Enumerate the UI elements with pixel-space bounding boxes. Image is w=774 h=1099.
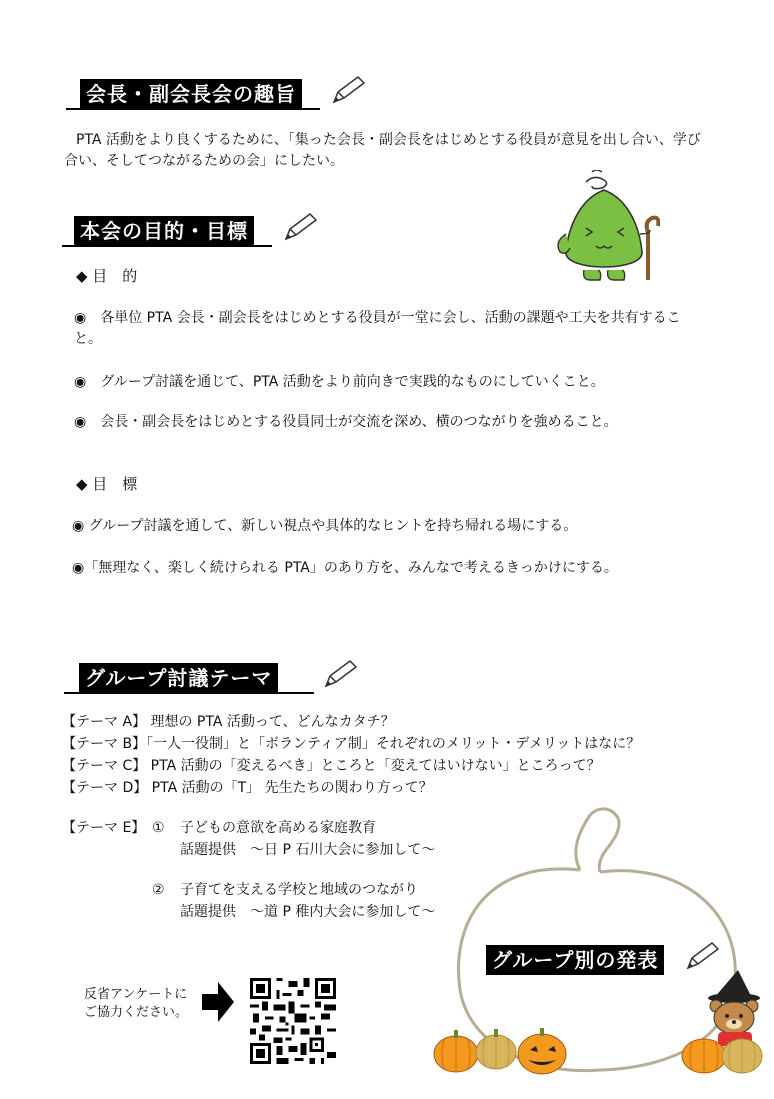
theme-e-1-title: 子どもの意欲を高める家庭教育: [180, 820, 376, 836]
section-heading-themes: グループ討議テーマ: [79, 663, 278, 693]
heading-underline: [62, 245, 272, 247]
purpose-label: ◆ 目 的: [76, 267, 138, 285]
theme-e-2-sub: 話題提供 ～道 P 稚内大会に参加して～: [180, 904, 436, 920]
heading-underline: [64, 692, 314, 694]
theme-d: 【テーマ D】 PTA 活動の「T」 先生たちの関わり方って？: [62, 780, 433, 796]
theme-e-label: 【テーマ E】: [62, 820, 146, 836]
arrow-right-icon: [200, 980, 236, 1024]
pumpkins-left-illustration: [430, 1024, 580, 1076]
theme-e-1-num: ①: [152, 820, 165, 836]
pencil-icon: [320, 658, 360, 692]
pencil-icon: [280, 211, 320, 245]
section-heading-objectives: 本会の目的・目標: [74, 216, 254, 246]
purpose-item: ◉ 各単位 PTA 会長・副会長をはじめとする役員が一堂に会し、活動の課題や工夫を共有すること。: [74, 310, 681, 347]
mascot-illustration: [548, 170, 660, 286]
goal-item: ◉「無理なく、楽しく続けられる PTA」のあり方を、みんなで考えるきっかけにする。: [72, 560, 618, 576]
theme-e-2-title: 子育てを支える学校と地域のつながり: [180, 882, 418, 898]
purpose-body: PTA 活動をより良くするために、「集った会長・副会長をはじめとする役員が意見を出し合い、学び合い、そしてつながるための会」にしたい。: [64, 132, 701, 169]
pencil-icon: [328, 74, 368, 108]
theme-e-1-sub: 話題提供 ～日 P 石川大会に参加して～: [180, 842, 436, 858]
theme-e-2-num: ②: [152, 882, 165, 898]
purpose-item: ◉ グループ討議を通じて、PTA 活動をより前向きで実践的なものにしていくこと。: [74, 374, 605, 390]
survey-text-line2: ご協力ください。: [84, 1005, 189, 1020]
section-heading-presentation: グループ別の発表: [486, 945, 664, 975]
goal-label: ◆ 目 標: [76, 475, 138, 493]
theme-a: 【テーマ A】 理想の PTA 活動って、どんなカタチ？: [62, 714, 395, 730]
theme-c: 【テーマ C】 PTA 活動の「変えるべき」ところと「変えてはいけない」ところって？: [62, 758, 601, 774]
purpose-item: ◉ 会長・副会長をはじめとする役員同士が交流を深め、横のつながりを強めること。: [74, 414, 618, 430]
goal-item: ◉ グループ討議を通して、新しい視点や具体的なヒントを持ち帰れる場にする。: [72, 518, 578, 534]
theme-b: 【テーマ B】「一人一役制」と「ボランティア制」それぞれのメリット・デメリットはなに？: [62, 736, 641, 752]
survey-text-line1: 反省アンケートに: [84, 987, 188, 1002]
section-heading-purpose: 会長・副会長会の趣旨: [80, 79, 302, 109]
pumpkins-right-illustration: [680, 1030, 766, 1076]
heading-underline: [66, 108, 320, 110]
survey-qr-code[interactable]: [250, 978, 336, 1064]
